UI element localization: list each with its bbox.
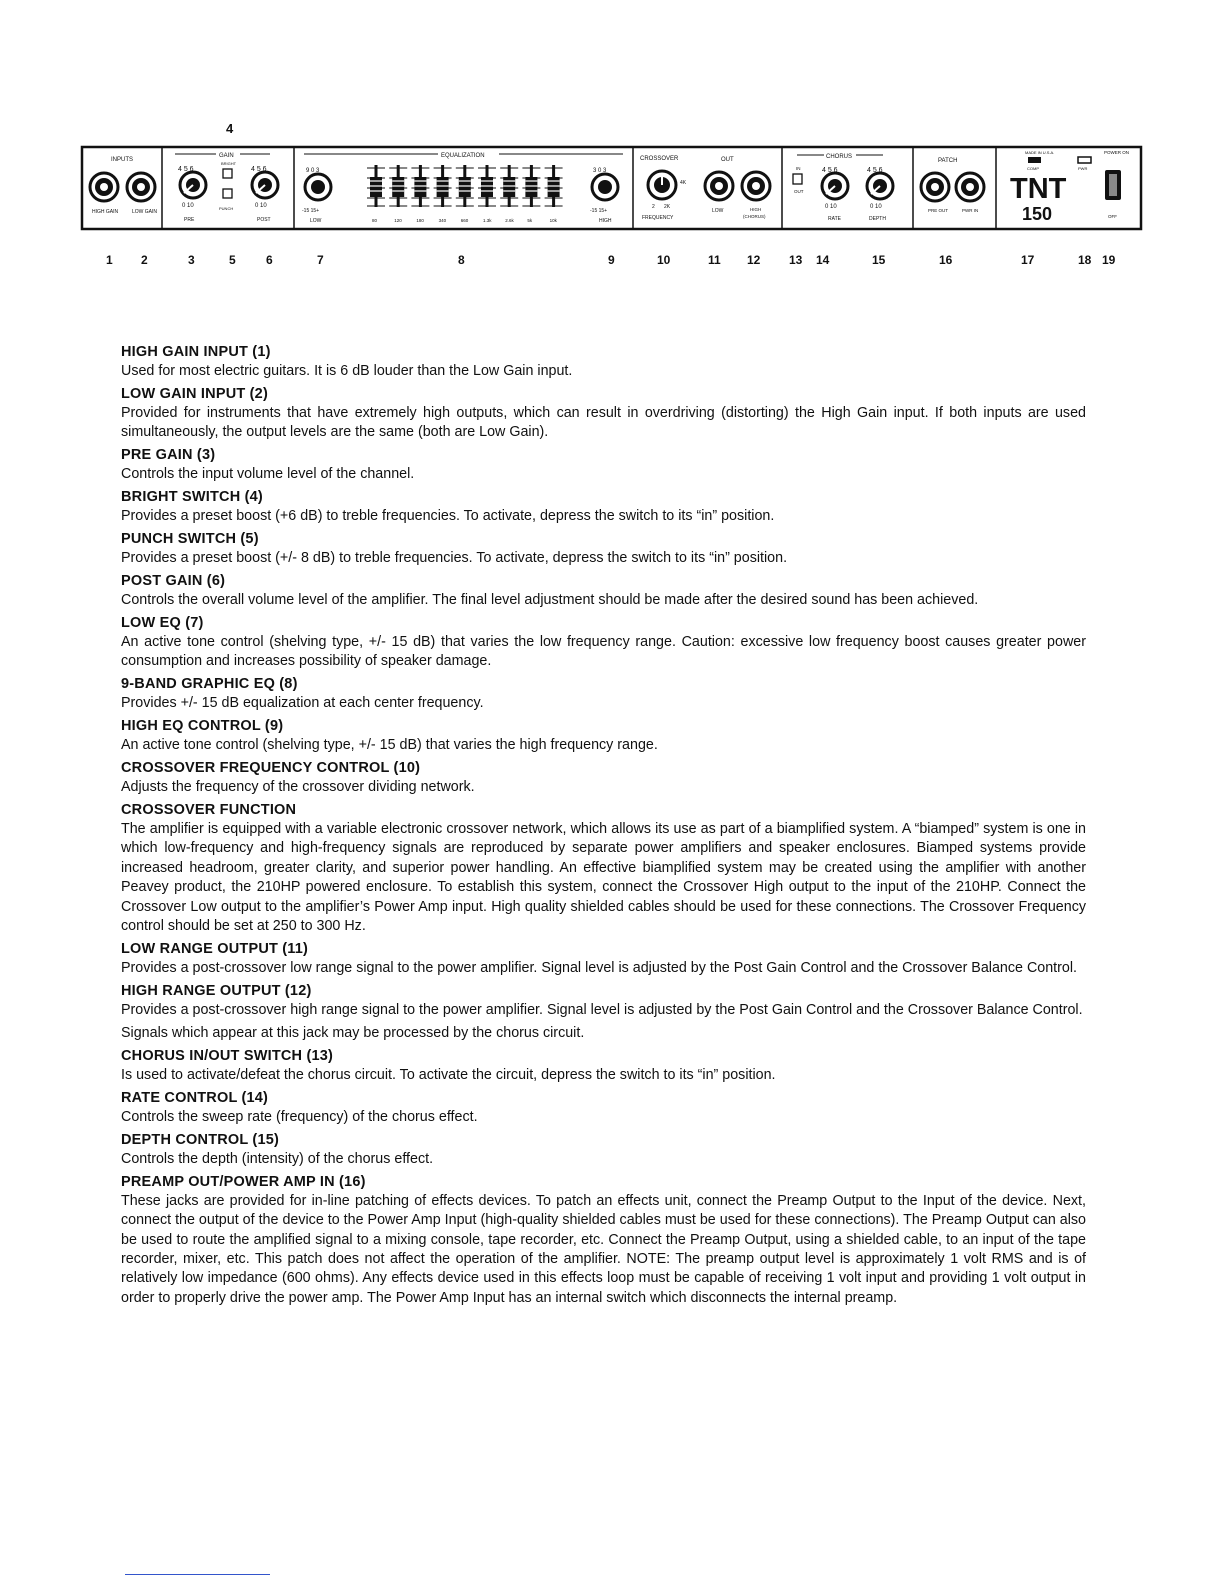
punch-label: PUNCH — [219, 206, 234, 211]
brand-name: TNT — [1010, 173, 1067, 205]
svg-text:0 10: 0 10 — [870, 204, 882, 210]
pre-label: PRE — [184, 217, 195, 223]
callout-5: 5 — [229, 253, 236, 267]
svg-text:0 10: 0 10 — [825, 204, 837, 210]
svg-text:4 5 6: 4 5 6 — [867, 167, 883, 174]
svg-text:-15 15+: -15 15+ — [302, 208, 320, 214]
section — [121, 940, 1086, 978]
rate-knob[interactable] — [822, 173, 848, 199]
gain-title: GAIN — [219, 153, 234, 159]
section-heading: PREAMP OUT/POWER AMP IN (16) — [121, 1173, 366, 1190]
eq-slider-knob[interactable] — [525, 177, 537, 197]
document-body — [121, 343, 1086, 1312]
callout-15: 15 — [872, 253, 886, 267]
eq-freq-label: 660 — [460, 218, 469, 223]
eq-freq-label: 180 — [416, 218, 424, 223]
svg-text:3 0 3: 3 0 3 — [593, 168, 607, 174]
callout-10: 10 — [657, 253, 671, 267]
section — [121, 717, 1086, 755]
low-gain-jack[interactable] — [127, 173, 155, 201]
section — [121, 1173, 1086, 1308]
eq-slider-knob[interactable] — [437, 177, 449, 197]
eq-freq-label: 120 — [394, 218, 402, 223]
svg-text:COMP: COMP — [1027, 166, 1039, 171]
pwr-in-label: PWR IN — [962, 208, 979, 213]
section — [121, 343, 1086, 381]
front-panel-svg — [0, 0, 1225, 300]
callout-11: 11 — [708, 253, 721, 267]
preamp-out-jack[interactable] — [921, 173, 949, 201]
pre-out-label: PRE OUT — [928, 208, 949, 213]
callout-9: 9 — [608, 253, 615, 267]
low-eq-knob[interactable] — [305, 174, 331, 200]
svg-text:2: 2 — [652, 204, 655, 210]
section-heading: LOW EQ (7) — [121, 614, 204, 631]
eq-slider-knob[interactable] — [503, 177, 515, 197]
svg-text:9 0 3: 9 0 3 — [306, 168, 320, 174]
post-gain-knob[interactable] — [252, 172, 278, 198]
svg-text:4 5 6: 4 5 6 — [251, 166, 267, 173]
section-heading: HIGH RANGE OUTPUT (12) — [121, 982, 312, 999]
callout-19: 19 — [1102, 253, 1116, 267]
section-body: Controls the overall volume level of the amplifier. The final level adjustment should be made after the desired sound has been achieved. — [121, 591, 979, 608]
patch-title: PATCH — [938, 158, 958, 164]
eq-freq-label: 80 — [372, 218, 378, 223]
callout-12: 12 — [747, 253, 761, 267]
callout-17: 17 — [1021, 253, 1035, 267]
low-gain-label: LOW GAIN — [132, 209, 158, 215]
crossover-title: CROSSOVER — [640, 156, 679, 162]
section-body: Is used to activate/defeat the chorus circuit. To activate the circuit, depress the switch to its “in” position. — [121, 1067, 776, 1084]
callout-14: 14 — [816, 253, 830, 267]
chorus-out-label: OUT — [794, 189, 804, 194]
callout-4: 4 — [226, 121, 234, 136]
frequency-label: FREQUENCY — [642, 215, 674, 221]
section-body: The amplifier is equipped with a variable electronic crossover network, which allows its use as part of a biamplified system. A “biamped” system is one in which low-frequency and high-frequency signals are reproduced by separate power amplifiers and speaker enclosures. Biamped systems provide increased headroom, greater clarity, and superior power handling. An effective biamplified system may be created using the amplifier with another Peavey product, the 210HP powered enclosure. To establish this system, connect the Crossover High output to the input of the 210HP. Connect the Crossover Low output to the amplifier’s Power Amp input. High quality shielded cables should be used for these connections. The Crossover Frequency control should be set at 250 to 300 Hz. — [121, 820, 1086, 934]
chorus-switch[interactable] — [793, 174, 802, 184]
depth-label: DEPTH — [869, 216, 886, 222]
pre-gain-knob[interactable] — [180, 172, 206, 198]
high-gain-jack[interactable] — [90, 173, 118, 201]
chorus-in-label: IN — [796, 166, 801, 171]
high-gain-label: HIGH GAIN — [92, 209, 119, 215]
callout-7: 7 — [317, 253, 324, 267]
section-body: Provides +/- 15 dB equalization at each center frequency. — [121, 695, 484, 712]
section-body: Adjusts the frequency of the crossover dividing network. — [121, 778, 475, 795]
eq-slider-knob[interactable] — [370, 177, 382, 197]
eq-slider-knob[interactable] — [548, 177, 560, 197]
section-heading: POST GAIN (6) — [121, 572, 226, 589]
section-body: Provided for instruments that have extremely high outputs, which can result in overdriving (distorting) the High Gain input. If both inputs are used simultaneously, the output levels are the same (both are Low Gain). — [121, 404, 1086, 441]
svg-text:OFF: OFF — [1108, 214, 1117, 219]
section-heading: DEPTH CONTROL (15) — [121, 1131, 280, 1148]
out-high-label: HIGH — [750, 207, 762, 212]
out-chorus-label: (CHORUS) — [743, 214, 766, 219]
section-body: Controls the input volume level of the channel. — [121, 466, 415, 483]
depth-knob[interactable] — [867, 173, 893, 199]
section — [121, 675, 1086, 713]
eq-freq-label: 10k — [549, 218, 557, 223]
eq-freq-label: 1.3k — [483, 218, 492, 223]
section-heading: CROSSOVER FREQUENCY CONTROL (10) — [121, 759, 421, 776]
chorus-title: CHORUS — [826, 154, 853, 160]
bright-label: BRIGHT — [221, 161, 237, 166]
svg-text:PWR: PWR — [1078, 166, 1088, 171]
section — [121, 1131, 1086, 1169]
bright-switch[interactable] — [223, 169, 232, 178]
section-heading: RATE CONTROL (14) — [121, 1089, 269, 1106]
section-heading: LOW RANGE OUTPUT (11) — [121, 940, 309, 957]
brand-model: 150 — [1022, 204, 1053, 224]
punch-switch[interactable] — [223, 189, 232, 198]
svg-text:0 10: 0 10 — [255, 203, 267, 209]
section — [121, 801, 1086, 936]
callout-6: 6 — [266, 253, 273, 267]
section — [121, 614, 1086, 672]
section-heading: PRE GAIN (3) — [121, 447, 216, 464]
section-heading: 9-BAND GRAPHIC EQ (8) — [121, 676, 298, 693]
section-heading: PUNCH SWITCH (5) — [121, 531, 259, 548]
callout-3: 3 — [188, 253, 195, 267]
svg-text:-15 15+: -15 15+ — [590, 208, 608, 214]
section-body: Controls the depth (intensity) of the chorus effect. — [121, 1150, 434, 1167]
eq-freq-label: 5k — [527, 218, 533, 223]
svg-text:4 5 6: 4 5 6 — [178, 166, 194, 173]
eq-freq-label: 2.6k — [505, 218, 514, 223]
callout-1: 1 — [106, 253, 113, 267]
section-body: Controls the sweep rate (frequency) of the chorus effect. — [121, 1108, 478, 1125]
section-body: These jacks are provided for in-line patching of effects devices. To patch an effects unit, connect the Preamp Output to the Input of the device. Next, connect the output of the device to the Power Amp Input (high-quality shielded cables must be used for these connections). The Preamp Output can also be used to route the amplified signal to a mixing console, tape recorder, etc. Connect the Preamp Output, using a shielded cable, to an input of the tape recorder, mixer, etc. This patch does not affect the operation of the amplifier. NOTE: The preamp output level is approximately 1 volt RMS and is of relatively low impedance (600 ohms). Any effects device used in this effects loop must be capable of receiving 1 volt input and providing 1 volt output in order to properly drive the power amp. The Power Amp Input has an internal switch which disconnects the internal preamp. — [121, 1192, 1086, 1306]
rate-label: RATE — [828, 216, 841, 222]
comp-led — [1028, 157, 1041, 163]
section-body: An active tone control (shelving type, +/- 15 dB) that varies the low frequency range. Caution: excessive low frequency boost causes greater power consumption and increases possibility of speaker damage. — [121, 633, 1086, 670]
inputs-title: INPUTS — [111, 157, 134, 163]
eq-slider-knob[interactable] — [392, 177, 404, 197]
section — [121, 385, 1086, 443]
svg-text:2K: 2K — [664, 204, 671, 210]
equalization-title: EQUALIZATION — [441, 153, 485, 159]
section-heading: BRIGHT SWITCH (4) — [121, 489, 263, 506]
callout-18: 18 — [1078, 253, 1092, 267]
post-label: POST — [257, 217, 271, 223]
section — [121, 530, 1086, 568]
section — [121, 446, 1086, 484]
section-heading: HIGH GAIN INPUT (1) — [121, 344, 271, 360]
svg-text:4K: 4K — [680, 180, 687, 186]
section-heading: HIGH EQ CONTROL (9) — [121, 718, 284, 735]
front-panel-diagram — [0, 0, 1225, 300]
callout-16: 16 — [939, 253, 953, 267]
section-body: An active tone control (shelving type, +/- 15 dB) that varies the high frequency range. — [121, 737, 658, 754]
eq-slider-knob[interactable] — [481, 177, 493, 197]
low-eq-label: LOW — [310, 218, 322, 224]
section — [121, 982, 1086, 1044]
section-body: Provides a post-crossover low range signal to the power amplifier. Signal level is adjusted by the Post Gain Control and the Crossover Balance Control. — [121, 959, 1077, 976]
power-switch[interactable] — [1105, 170, 1121, 200]
section-heading: CHORUS IN/OUT SWITCH (13) — [121, 1048, 334, 1065]
section-body: Provides a post-crossover high range signal to the power amplifier. Signal level is adjusted by the Post Gain Control and the Crossover Balance Control. — [121, 1001, 1083, 1018]
section-note: Signals which appear at this jack may be processed by the chorus circuit. — [121, 1025, 585, 1042]
out-title: OUT — [721, 157, 734, 163]
section — [121, 488, 1086, 526]
crossover-frequency-knob[interactable] — [648, 171, 676, 199]
high-eq-knob[interactable] — [592, 174, 618, 200]
section — [121, 759, 1086, 797]
eq-slider-knob[interactable] — [414, 177, 426, 197]
pwr-led — [1078, 157, 1091, 163]
callout-13: 13 — [789, 253, 803, 267]
section — [121, 1047, 1086, 1085]
section-heading: CROSSOVER FUNCTION — [121, 801, 297, 818]
callout-8: 8 — [458, 253, 465, 267]
low-range-output-jack[interactable] — [705, 172, 733, 200]
callout-2: 2 — [141, 253, 148, 267]
svg-text:POWER ON: POWER ON — [1104, 150, 1130, 155]
callout-numbers — [106, 253, 1116, 267]
section-body: Provides a preset boost (+/- 8 dB) to treble frequencies. To activate, depress the switch to its “in” position. — [121, 550, 788, 567]
power-amp-in-jack[interactable] — [956, 173, 984, 201]
high-eq-label: HIGH — [599, 218, 612, 224]
section-body: Provides a preset boost (+6 dB) to treble frequencies. To activate, depress the switch to its “in” position. — [121, 508, 775, 525]
made-in-usa: MADE IN U.S.A. — [1025, 150, 1055, 155]
section — [121, 572, 1086, 610]
section — [121, 1089, 1086, 1127]
svg-text:4 5 6: 4 5 6 — [822, 167, 838, 174]
footer-link-underline[interactable] — [125, 1574, 270, 1575]
eq-slider-knob[interactable] — [459, 177, 471, 197]
section-heading: LOW GAIN INPUT (2) — [121, 385, 268, 402]
svg-text:0 10: 0 10 — [182, 203, 194, 209]
eq-freq-label: 340 — [438, 218, 447, 223]
out-low-label: LOW — [712, 208, 724, 214]
high-range-output-jack[interactable] — [742, 172, 770, 200]
section-body: Used for most electric guitars. It is 6 dB louder than the Low Gain input. — [121, 363, 573, 379]
